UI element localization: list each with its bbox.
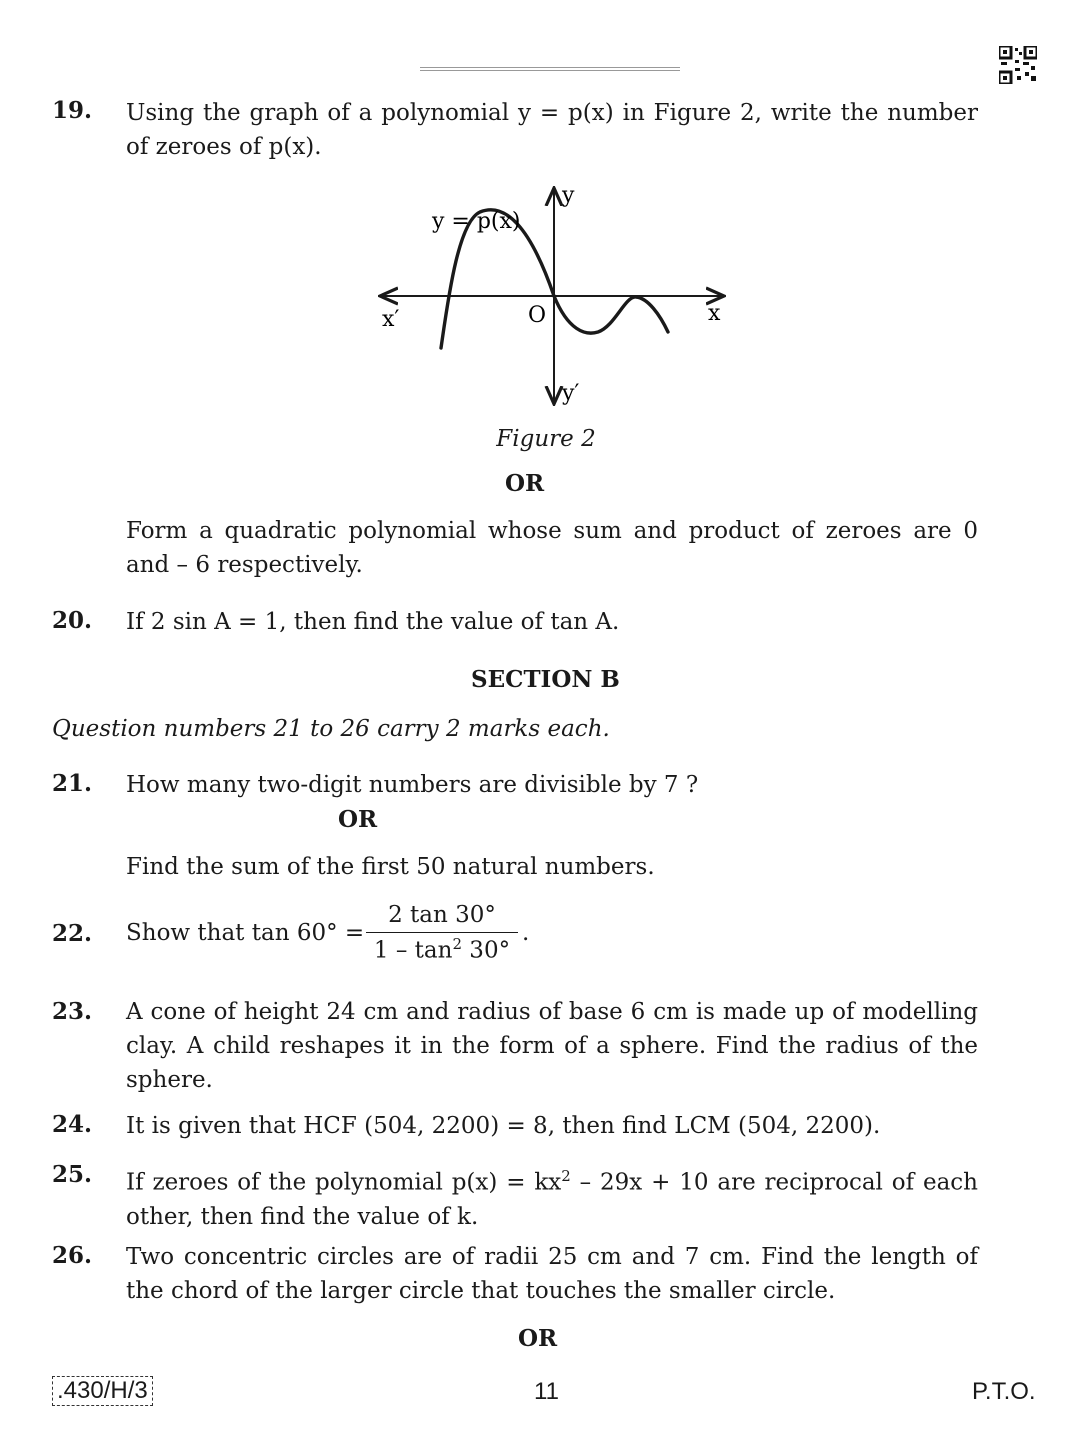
origin-label: O: [528, 303, 547, 328]
fraction-numerator: 2 tan 30°: [366, 902, 518, 933]
y-axis-negative-label: y′: [562, 381, 580, 406]
figure-2-graph: [370, 180, 740, 410]
paper-code: .430/H/3: [52, 1376, 153, 1406]
y-axis-label: y: [562, 183, 575, 208]
x-axis-negative-label: x′: [382, 307, 400, 332]
question-text: If 2 sin A = 1, then find the value of tan A.: [126, 609, 620, 635]
question-text-part: – 29x + 10 are reciprocal of each other, then find the value of k.: [126, 1169, 978, 1230]
question-text: Two concentric circles are of radii 25 cm and 7 cm. Find the length of the chord of the larger circle that touches the smaller circle.: [126, 1244, 978, 1304]
pto-label: P.T.O.: [972, 1378, 1036, 1405]
question-text: A cone of height 24 cm and radius of base 6 cm is made up of modelling clay. A child reshapes it in the form of a sphere. Find the radius of the sphere.: [126, 999, 978, 1093]
question-text: [126, 1159, 978, 1234]
question-number: 20.: [52, 607, 93, 634]
header-microtext: [420, 67, 680, 73]
exponent: 2: [561, 1167, 571, 1185]
question-number: 23.: [52, 998, 93, 1025]
section-instruction: Question numbers 21 to 26 carry 2 marks each.: [52, 716, 610, 742]
alternative-question-text: Find the sum of the first 50 natural numbers.: [126, 854, 655, 880]
page-number: 11: [534, 1378, 559, 1405]
question-number: 21.: [52, 770, 93, 797]
alternative-question-text: Form a quadratic polynomial whose sum and product of zeroes are 0 and – 6 respectively.: [126, 518, 978, 578]
question-text-part: If zeroes of the polynomial p(x) = kx: [126, 1169, 562, 1196]
qr-code-icon: [999, 46, 1037, 84]
x-axis-label: x: [708, 301, 721, 326]
or-divider: OR: [518, 1325, 558, 1352]
question-number: 26.: [52, 1242, 93, 1269]
question-text: It is given that HCF (504, 2200) = 8, then find LCM (504, 2200).: [126, 1113, 881, 1139]
section-title: SECTION B: [471, 666, 620, 693]
equation-prefix: Show that tan 60° =: [126, 920, 365, 946]
denominator-exponent: 2: [452, 935, 462, 953]
question-number: 22.: [52, 920, 93, 947]
fraction-denominator: [366, 933, 518, 964]
question-number: 24.: [52, 1111, 93, 1138]
question-text: How many two-digit numbers are divisible by 7 ?: [126, 772, 699, 798]
question-number: 19.: [52, 97, 93, 124]
or-divider: OR: [505, 470, 545, 497]
denominator-angle: 30°: [462, 937, 511, 964]
figure-caption: Figure 2: [496, 426, 596, 452]
equation-suffix: .: [522, 920, 530, 946]
or-divider: OR: [338, 806, 378, 833]
fraction: [366, 902, 518, 964]
curve-label: y = p(x): [432, 209, 521, 234]
question-number: 25.: [52, 1161, 93, 1188]
denominator-base: 1 – tan: [373, 937, 453, 964]
question-text: Using the graph of a polynomial y = p(x) in Figure 2, write the number of zeroes of p(x).: [126, 100, 978, 160]
